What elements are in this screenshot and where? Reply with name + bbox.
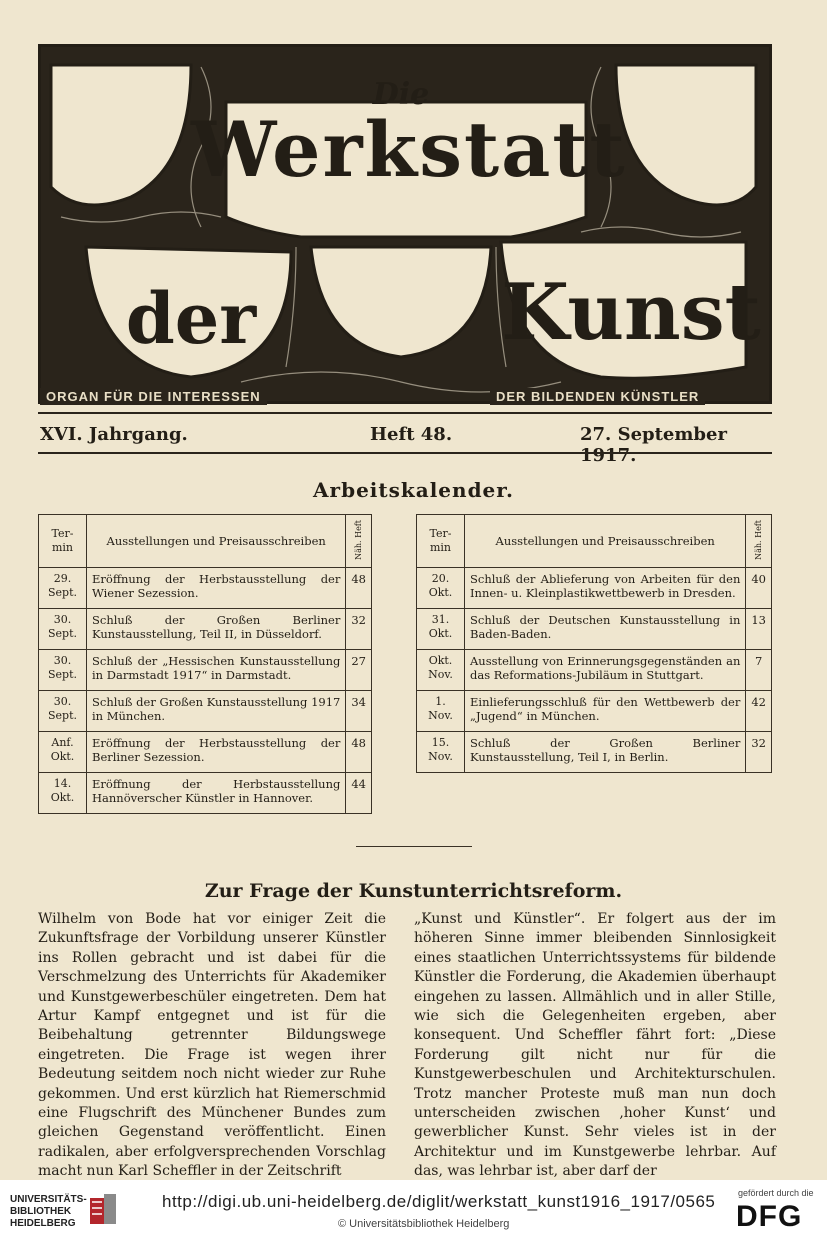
calendar-description: Einlieferungsschluß für den Wettbewerb der „Jugend“ in München. <box>465 691 746 732</box>
funding-note: gefördert durch die <box>738 1188 814 1198</box>
calendar-issue-number: 7 <box>746 650 772 691</box>
calendar-term: 30. Sept. <box>39 650 87 691</box>
calendar-description: Schluß der Ablieferung von Arbeiten für den Innen- u. Kleinplastikwettbewerb in Dresden. <box>465 568 746 609</box>
calendar-description: Schluß der Deutschen Kunstausstellung in Baden-Baden. <box>465 609 746 650</box>
calendar-row <box>39 568 372 609</box>
calendar-title: Arbeitskalender. <box>313 478 514 502</box>
calendar-description: Schluß der Großen Berliner Kunstausstellung, Teil I, in Berlin. <box>465 732 746 773</box>
calendar-term: Okt. Nov. <box>417 650 465 691</box>
calendar-issue-number: 32 <box>346 609 372 650</box>
calendar-issue-number: 32 <box>746 732 772 773</box>
masthead-werkstatt: Werkstatt <box>191 105 627 194</box>
masthead-der: der <box>125 277 257 360</box>
calendar-row <box>417 691 772 732</box>
calendar-issue-number: 44 <box>346 773 372 814</box>
calendar-description: Eröffnung der Herbstausstellung Hannöverscher Künstler in Hannover. <box>87 773 346 814</box>
calendar-term: 29. Sept. <box>39 568 87 609</box>
calendar-row <box>39 773 372 814</box>
calendar-description: Schluß der Großen Berliner Kunstausstellung, Teil II, in Düsseldorf. <box>87 609 346 650</box>
calendar-term: 30. Sept. <box>39 609 87 650</box>
calendar-row <box>417 609 772 650</box>
permalink-url[interactable]: http://digi.ub.uni-heidelberg.de/diglit/werkstatt_kunst1916_1917/0565 <box>162 1192 716 1211</box>
library-logo-icon <box>88 1192 120 1230</box>
header-desc: Ausstellungen und Preisausschreiben <box>87 515 346 568</box>
article-column-right: „Kunst und Künstler“. Er folgert aus der im höheren Sinne immer bleibenden Sinnlosigkeit eines staatlichen Unterrichtssystems für bildende Künstler die Forderung, die Akademien überhaupt eingehen zu lassen. Allmählich und in aller Stille, wie sich die Gelegenheiten ergeben, aber konsequent. Und Scheffler fährt fort: „Diese Forderung gilt nicht nur für die Kunstgewerbeschulen und Architekturschulen. Trotz mancher Proteste muß man nun doch unterscheiden zwischen ‚hoher Kunst‘ und gewerblicher Kunst. Sehr vieles ist in der Architektur und im Kunstgewerbe lehrbar. Auf das, was lehrbar ist, aber darf der <box>414 911 776 1180</box>
header-term: Ter-min <box>417 515 465 568</box>
calendar-row <box>417 732 772 773</box>
header-num <box>746 515 772 568</box>
header-rule-bottom <box>38 452 772 454</box>
calendar-issue-number: 40 <box>746 568 772 609</box>
calendar-term: 31. Okt. <box>417 609 465 650</box>
library-name <box>10 1194 87 1230</box>
calendar-row <box>417 650 772 691</box>
calendar-row <box>39 609 372 650</box>
organ-subtitle-right: DER BILDENDEN KÜNSTLER <box>490 388 705 405</box>
calendar-description: Schluß der Großen Kunstausstellung 1917 in München. <box>87 691 346 732</box>
calendar-issue-number: 42 <box>746 691 772 732</box>
masthead-kunst: Kunst <box>501 267 761 358</box>
calendar-issue-number: 34 <box>346 691 372 732</box>
issue-line <box>38 420 772 466</box>
article-column-left: Wilhelm von Bode hat vor einiger Zeit die Zukunftsfrage der Vorbildung unserer Künstler ins Rollen gebracht und ist dabei für die Verschmelzung des Unterrichts für Akademiker und Kunstgewerbeschüler eingetreten. Dem hat Artur Kampf entgegnet und ist für die Beibehaltung getrennter Bildungswege eingetreten. Die Frage ist wegen ihrer Bedeutung seitdem noch nicht wieder zur Ruhe gekommen. Und erst kürzlich hat Riemerschmid eine Flugschrift des Münchener Bundes zum gleichen Gegenstand veröffentlicht. Einen radikalen, aber erfolgversprechenden Vorschlag macht nun Karl Scheffler in der Zeitschrift <box>38 911 386 1180</box>
volume-label: XVI. Jahrgang. <box>40 424 188 445</box>
calendar-row <box>39 732 372 773</box>
calendar-description: Ausstellung von Erinnerungsgegenständen an das Reformations-Jubiläum in Stuttgart. <box>465 650 746 691</box>
calendar-term: 20. Okt. <box>417 568 465 609</box>
calendar-issue-number: 48 <box>346 732 372 773</box>
footer-bar <box>0 1180 827 1243</box>
header-desc: Ausstellungen und Preisausschreiben <box>465 515 746 568</box>
calendar-term: 30. Sept. <box>39 691 87 732</box>
issue-date: 27. September 1917. <box>580 424 727 466</box>
organ-subtitle-left: ORGAN FÜR DIE INTERESSEN <box>40 388 267 405</box>
masthead-die: Die <box>372 77 430 112</box>
calendar-issue-number: 48 <box>346 568 372 609</box>
library-name-line: UNIVERSITÄTS- <box>10 1194 87 1205</box>
dfg-logo: DFG <box>736 1200 803 1233</box>
header-rule-top <box>38 412 772 414</box>
library-name-line: HEIDELBERG <box>10 1218 76 1229</box>
calendar-description: Schluß der „Hessischen Kunstausstellung in Darmstadt 1917“ in Darmstadt. <box>87 650 346 691</box>
header-term: Ter-min <box>39 515 87 568</box>
calendar-issue-number: 13 <box>746 609 772 650</box>
calendar-issue-number: 27 <box>346 650 372 691</box>
calendar-row <box>39 691 372 732</box>
header-num <box>346 515 372 568</box>
calendar-table-right <box>416 514 772 773</box>
library-name-line: BIBLIOTHEK <box>10 1206 72 1217</box>
calendar-row <box>39 650 372 691</box>
copyright-notice: © Universitätsbibliothek Heidelberg <box>338 1218 510 1230</box>
calendar-table-left <box>38 514 372 814</box>
section-separator <box>356 846 472 847</box>
header-num-label: Näh. Heft <box>753 519 763 560</box>
calendar-term: 15. Nov. <box>417 732 465 773</box>
calendar-term: Anf. Okt. <box>39 732 87 773</box>
calendar-description: Eröffnung der Herbstausstellung der Berliner Sezession. <box>87 732 346 773</box>
calendar-term: 14. Okt. <box>39 773 87 814</box>
masthead <box>38 44 772 404</box>
calendar-description: Eröffnung der Herbstausstellung der Wiener Sezession. <box>87 568 346 609</box>
issue-number: Heft 48. <box>370 424 453 445</box>
article-title: Zur Frage der Kunstunterrichtsreform. <box>204 880 623 902</box>
calendar-row <box>417 568 772 609</box>
calendar-term: 1. Nov. <box>417 691 465 732</box>
header-num-label: Näh. Heft <box>353 519 363 560</box>
